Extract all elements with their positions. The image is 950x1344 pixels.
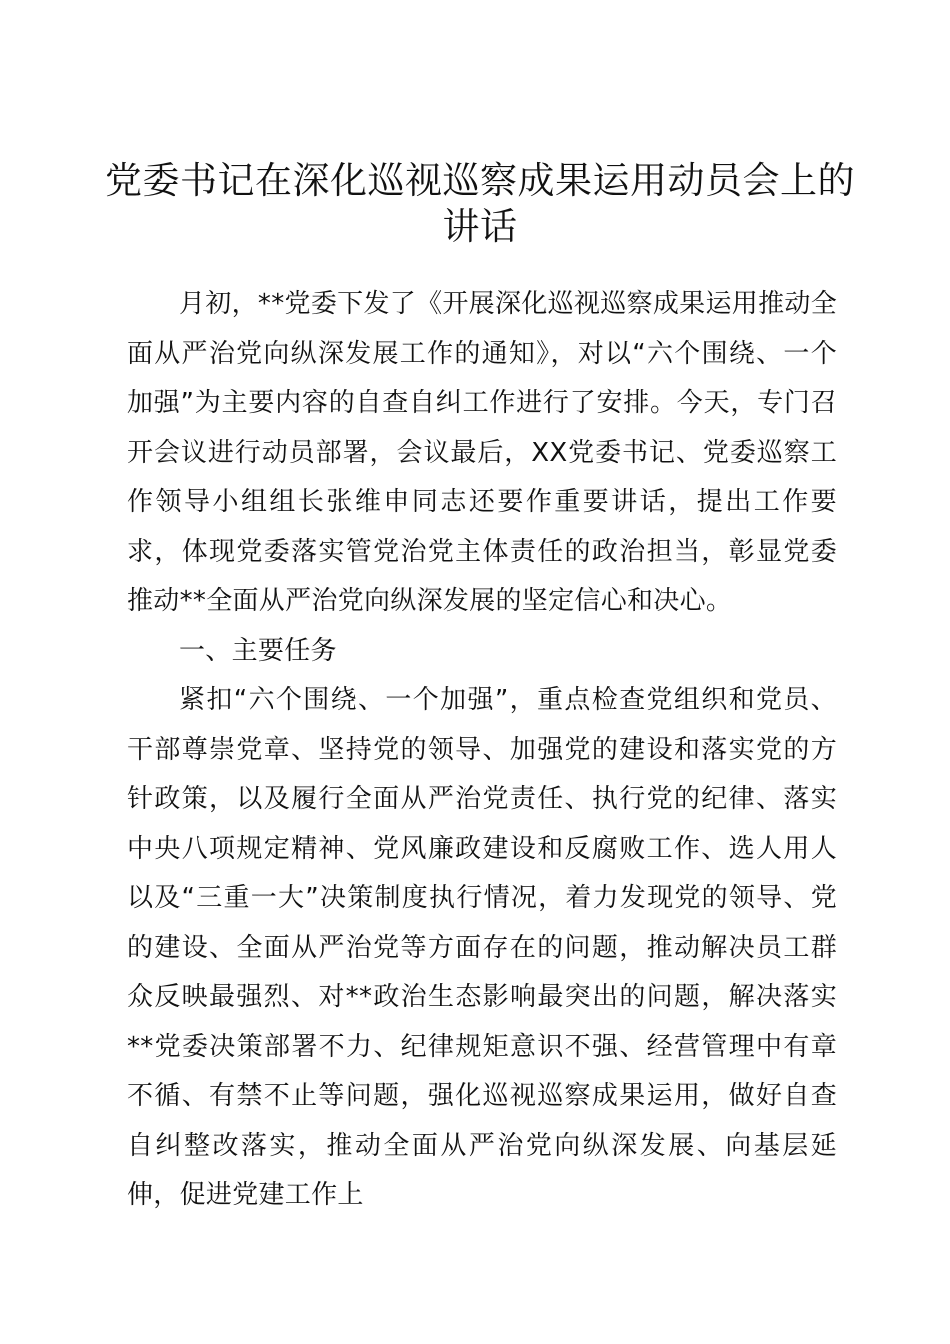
section-paragraph: 紧扣“六个围绕、一个加强”，重点检查党组织和党员、干部尊崇党章、坚持党的领导、加强党的建设和落实党的方针政策，以及履行全面从严治党责任、执行党的纪律、落实中央八项规定精神、党风廉政建设和反腐败工作、选人用人以及“三重一大”决策制度执行情况，着力发现党的领导、党的建设、全面从严治党等方面存在的问题，推动解决员工群众反映最强烈、对**政治生态影响最突出的问题，解决落实**党委决策部署不力、纪律规矩意识不强、经营管理中有章不循、有禁不止等问题，强化巡视巡察成果运用，做好自查自纠整改落实，推动全面从严治党向纵深发展、向基层延伸，促进党建工作上 [127,685,837,1210]
section-heading: 一、主要任务 [179,635,337,666]
document-title: 党委书记在深化巡视巡察成果运用动员会上的讲话 [105,159,855,248]
intro-paragraph: 月初，**党委下发了《开展深化巡视巡察成果运用推动全面从严治党向纵深发展工作的通知》，对以“六个围绕、一个加强”为主要内容的自查自纠工作进行了安排。今天，专门召开会议进行动员部署，会议最后，XX党委书记、党委巡察工作领导小组组长张维申同志还要作重要讲话，提出工作要求，体现党委落实管党治党主体责任的政治担当，彰显党委推动**全面从严治党向纵深发展的坚定信心和决心。 [127,289,837,616]
document-body [127,280,837,1221]
